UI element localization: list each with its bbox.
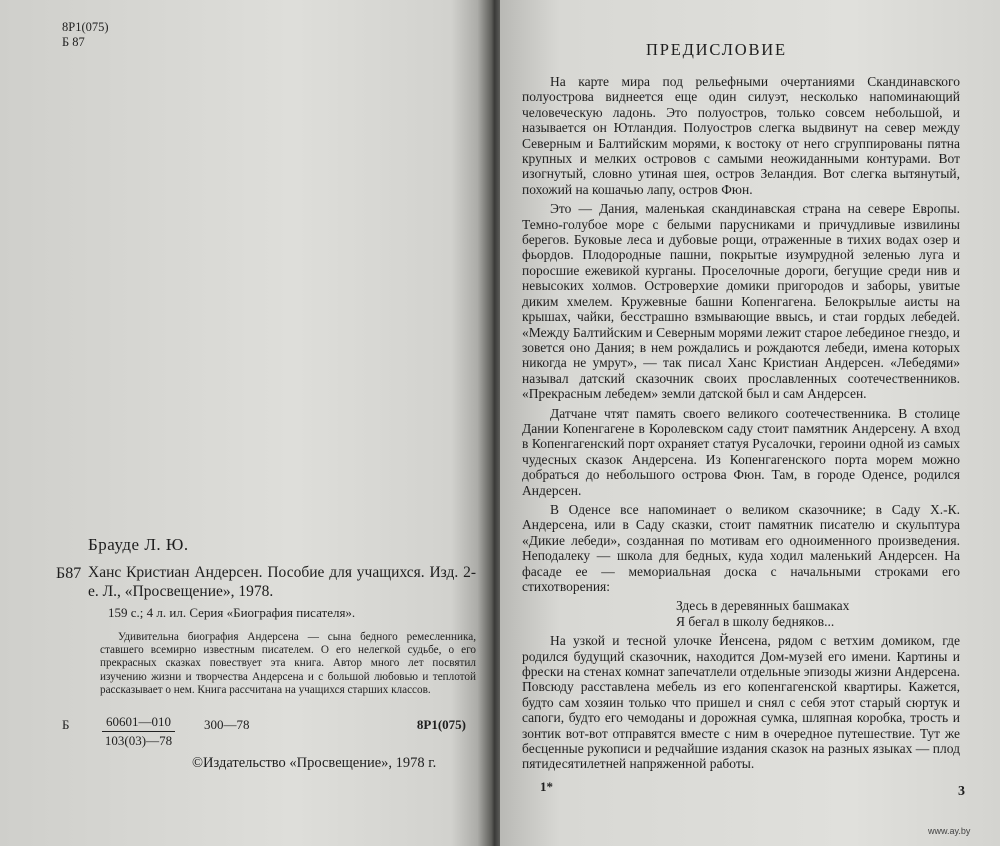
index-code: 8Р1(075) [416,717,466,733]
verse-line: Я бегал в школу бедняков... [676,613,835,629]
bibliographic-record [58,535,476,772]
paragraph: Это — Дания, маленькая скандинавская страна на севере Европы. Темно-голубое море с белыми парусниками и причудливые извилины берегов. Буковые леса и дубовые рощи, отраженные в тихих водах озер и фьордов. Плодородные пашни, покрытые изумрудной зеленью луга и поросшие ежевикой курганы. Проселочные дороги, бегущие среди нив и невысоких холмов. Островерхие домики пригородов и заборы, увитые диким хмелем. Кружевные башни Копенгагена. Белокрылые аисты на крышах, чайки, бесстрашно взмывающие ввысь, и стаи гордых лебедей. «Между Балтийским и Северным морями лежит старое лебединое гнездо, и зовется оно Дания; в нем рождались и рождаются лебеди, имена которых никогда не умрут», — так писал Ханс Кристиан Андерсен. «Лебедями» называл датский сказочник своих прославленных соотечественников. «Прекрасным лебедем» земли датской был и сам Андерсен. [522,201,961,402]
verse [676,598,960,629]
entry-code: Б87 [56,565,82,582]
library-code-line: 8Р1(075) [62,20,109,34]
page-title: ПРЕДИСЛОВИЕ [646,40,787,59]
paragraph: На карте мира под рельефными очертаниями Скандинавского полуострова виднеется еще один силуэт, несколько напоминающий человеческую ладонь. Это полуостров, только совсем небольшой, и называется он Ютландия. Полуостров слегка выдвинут на север между Северным и Балтийским морями, к востоку от него сгруппированы пятна крупных и мелких островов с самыми неожиданными контурами. Вот изогнутый, словно утиная шея, остров Зеландия. Вот слегка вытянутый, похожий на кошачью лапу, остров Фюн. [522,74,960,197]
library-code-line: Б 87 [62,35,85,49]
copyright-line: ©Издательство «Просвещение», 1978 г. [192,755,437,772]
index-denominator: 103(03)—78 [104,733,173,749]
entry-meta: 159 с.; 4 л. ил. Серия «Биография писателя». [108,605,356,620]
paragraph: Датчане чтят память своего великого соотечественника. В столице Дании Копенгагене в Королевском саду стоит памятник Андерсену. А вход в Копенгагенский порт охраняет статуя Русалочки, героини одной из самых чудесных сказок Андерсена. Из Копенгагенского порта морем можно добраться до небольшого острова Фюн. Там, в городе Оденсе, родился Андерсен. [522,405,960,498]
paragraph: В Оденсе все напоминает о великом сказочнике; в Саду Х.-К. Андерсена, или в Саду сказки, стоит памятник писателю и скульптура «Дикие лебеди», созданная по мотивам его одноименного произведения. Неподалеку — школа для бедных, куда ходил маленький Андерсен. На фасаде ее — мемориальная доска с начальными строками его стихотворения: [522,501,960,594]
index-numerator: 60601—010 [102,713,175,732]
paragraph: На узкой и тесной улочке Йенсена, рядом с ветхим домиком, где родился будущий сказочник, находится Дом-музей его имени. Картины и фрески на стенах комнат запечатлели отдельные эпизоды жизни Андерсена. Повсюду расставлена мебель из его копенгагенской квартиры. Кажется, будто сам хозяин только что пришел и снял с себя этот старый сюртук и сапоги, будто его чемоданы и дорожная сумка, шляпная коробка, трость и зонтик вот-вот отправятся вместе с ним в очередное путешествие. Тут же бесценные рукописи и редчайшие издания сказок на разных языках — плод пятидесятилетней напряженной работы. [522,633,960,772]
entry-text: Ханс Кристиан Андерсен. Пособие для учащихся. Изд. 2-е. Л., «Просвещение», 1978. [88,564,476,600]
publisher-index [58,713,476,753]
index-letter: Б [62,717,70,733]
index-price: 300—78 [204,717,250,733]
catalog-entry [58,563,476,601]
verse-line: Здесь в деревянных башмаках [676,598,850,614]
author-name: Брауде Л. Ю. [88,535,189,554]
annotation: Удивительна биография Андерсена — сына бедного ремесленника, ставшего всемирно известным писателем. О его нелегкой судьбе, о его прекрасных сказках повествует эта книга. Автор много лет посвятил изучению жизни и творчества Андерсена и с большой любовью и теплотой рассказывает о нем. Книга рассчитана на учащихся старших классов. [100,631,476,696]
library-code [62,20,109,50]
signature-mark: 1* [540,779,553,794]
watermark: www.ay.by [928,826,971,836]
preface-text [522,74,960,776]
left-page [0,0,490,846]
index-fraction [102,713,175,750]
page-number: 3 [958,784,965,799]
